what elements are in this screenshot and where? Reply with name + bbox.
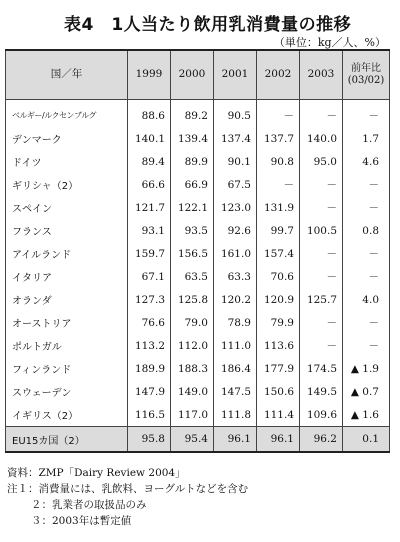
country-cell: EU15カ国（2） <box>6 427 128 453</box>
value-cell: 174.5 <box>300 357 343 380</box>
value-cell: 149.0 <box>171 380 214 403</box>
country-cell: オランダ <box>6 288 128 311</box>
value-cell: 161.0 <box>214 242 257 265</box>
header-year: 2001 <box>214 50 257 100</box>
value-cell: 89.9 <box>171 150 214 173</box>
table-row <box>6 380 390 403</box>
value-cell: 96.2 <box>300 427 343 453</box>
unit-note: （単位：kg／人、%） <box>273 36 386 49</box>
value-cell: 111.0 <box>214 334 257 357</box>
value-cell: 92.6 <box>214 219 257 242</box>
table-row <box>6 242 390 265</box>
value-cell: 125.7 <box>300 288 343 311</box>
value-cell: 70.6 <box>257 265 300 288</box>
value-cell: 79.0 <box>171 311 214 334</box>
value-cell: 137.4 <box>214 127 257 150</box>
country-cell: イギリス（2） <box>6 403 128 427</box>
table-row <box>6 334 390 357</box>
table-row <box>6 357 390 380</box>
change-cell: 0.1 <box>343 427 390 453</box>
value-cell: 139.4 <box>171 127 214 150</box>
value-cell: 159.7 <box>128 242 171 265</box>
value-cell: 88.6 <box>128 100 171 128</box>
table-row <box>6 196 390 219</box>
change-cell: 1.7 <box>343 127 390 150</box>
value-cell: 63.5 <box>171 265 214 288</box>
value-cell: 63.3 <box>214 265 257 288</box>
value-cell: 66.9 <box>171 173 214 196</box>
value-cell: － <box>300 334 343 357</box>
header-row <box>6 50 390 100</box>
value-cell: － <box>300 173 343 196</box>
change-cell: － <box>343 265 390 288</box>
value-cell: － <box>300 196 343 219</box>
value-cell: 123.0 <box>214 196 257 219</box>
value-cell: 157.4 <box>257 242 300 265</box>
country-cell: アイルランド <box>6 242 128 265</box>
value-cell: 89.2 <box>171 100 214 128</box>
table-row <box>6 173 390 196</box>
value-cell: － <box>300 265 343 288</box>
note-2: ２：乳業者の取扱品のみ <box>31 499 147 511</box>
value-cell: 76.6 <box>128 311 171 334</box>
value-cell: 90.5 <box>214 100 257 128</box>
header-year: 2000 <box>171 50 214 100</box>
value-cell: 147.9 <box>128 380 171 403</box>
value-cell: 117.0 <box>171 403 214 427</box>
change-cell: 4.0 <box>343 288 390 311</box>
value-cell: 67.1 <box>128 265 171 288</box>
country-cell: スウェーデン <box>6 380 128 403</box>
header-year: 1999 <box>128 50 171 100</box>
country-cell: スペイン <box>6 196 128 219</box>
value-cell: － <box>300 242 343 265</box>
value-cell: 112.0 <box>171 334 214 357</box>
country-cell: ベルギー/ルクセンブルグ <box>6 100 128 128</box>
table-row <box>6 288 390 311</box>
value-cell: 120.9 <box>257 288 300 311</box>
country-cell: フィンランド <box>6 357 128 380</box>
value-cell: 79.9 <box>257 311 300 334</box>
value-cell: 90.8 <box>257 150 300 173</box>
value-cell: 96.1 <box>257 427 300 453</box>
header-change-label: 前年比 <box>351 62 381 74</box>
value-cell: 99.7 <box>257 219 300 242</box>
table-row <box>6 403 390 427</box>
table-row <box>6 127 390 150</box>
value-cell: 156.5 <box>171 242 214 265</box>
country-cell: オーストリア <box>6 311 128 334</box>
note-1: 注１：消費量には、乳飲料、ヨーグルトなどを含む <box>7 483 249 495</box>
value-cell: 95.0 <box>300 150 343 173</box>
total-row <box>6 427 390 453</box>
table-row <box>6 311 390 334</box>
value-cell: 100.5 <box>300 219 343 242</box>
note-3: ３：2003年は暫定値 <box>31 515 132 527</box>
change-cell: － <box>343 334 390 357</box>
value-cell: 131.9 <box>257 196 300 219</box>
value-cell: 140.0 <box>300 127 343 150</box>
country-cell: フランス <box>6 219 128 242</box>
change-cell: ▲ 1.9 <box>343 357 390 380</box>
source-note: 資料：ZMP「Dairy Review 2004」 <box>7 467 186 479</box>
change-cell: 4.6 <box>343 150 390 173</box>
value-cell: 122.1 <box>171 196 214 219</box>
value-cell: 177.9 <box>257 357 300 380</box>
value-cell: 150.6 <box>257 380 300 403</box>
value-cell: 127.3 <box>128 288 171 311</box>
consumption-table <box>5 49 390 453</box>
value-cell: 189.9 <box>128 357 171 380</box>
header-change <box>343 50 390 100</box>
value-cell: 149.5 <box>300 380 343 403</box>
change-cell: ▲ 1.6 <box>343 403 390 427</box>
change-cell: － <box>343 242 390 265</box>
value-cell: 90.1 <box>214 150 257 173</box>
value-cell: 125.8 <box>171 288 214 311</box>
table-title: 表4 1人当たり飲用乳消費量の推移 <box>64 15 352 35</box>
value-cell: 113.6 <box>257 334 300 357</box>
country-cell: ギリシャ（2） <box>6 173 128 196</box>
value-cell: 116.5 <box>128 403 171 427</box>
value-cell: － <box>300 100 343 128</box>
change-cell: － <box>343 173 390 196</box>
header-country: 国／年 <box>6 50 128 100</box>
header-year: 2003 <box>300 50 343 100</box>
change-cell: 0.8 <box>343 219 390 242</box>
country-cell: ドイツ <box>6 150 128 173</box>
value-cell: 67.5 <box>214 173 257 196</box>
value-cell: 147.5 <box>214 380 257 403</box>
value-cell: 93.5 <box>171 219 214 242</box>
value-cell: 111.4 <box>257 403 300 427</box>
value-cell: 121.7 <box>128 196 171 219</box>
value-cell: 113.2 <box>128 334 171 357</box>
notes <box>7 465 248 529</box>
value-cell: 89.4 <box>128 150 171 173</box>
value-cell: 66.6 <box>128 173 171 196</box>
change-cell: ▲ 0.7 <box>343 380 390 403</box>
value-cell: － <box>300 311 343 334</box>
table-row <box>6 219 390 242</box>
value-cell: 120.2 <box>214 288 257 311</box>
value-cell: 140.1 <box>128 127 171 150</box>
value-cell: 95.8 <box>128 427 171 453</box>
value-cell: － <box>257 100 300 128</box>
header-change-period: (03/02) <box>347 75 385 86</box>
value-cell: 93.1 <box>128 219 171 242</box>
value-cell: 95.4 <box>171 427 214 453</box>
header-year: 2002 <box>257 50 300 100</box>
country-cell: ポルトガル <box>6 334 128 357</box>
change-cell: － <box>343 100 390 128</box>
table-row <box>6 265 390 288</box>
change-cell: － <box>343 311 390 334</box>
value-cell: 188.3 <box>171 357 214 380</box>
value-cell: 78.9 <box>214 311 257 334</box>
value-cell: 111.8 <box>214 403 257 427</box>
table-row <box>6 100 390 128</box>
country-cell: デンマーク <box>6 127 128 150</box>
value-cell: 137.7 <box>257 127 300 150</box>
change-cell: － <box>343 196 390 219</box>
table-row <box>6 150 390 173</box>
value-cell: － <box>257 173 300 196</box>
country-cell: イタリア <box>6 265 128 288</box>
value-cell: 96.1 <box>214 427 257 453</box>
value-cell: 186.4 <box>214 357 257 380</box>
value-cell: 109.6 <box>300 403 343 427</box>
